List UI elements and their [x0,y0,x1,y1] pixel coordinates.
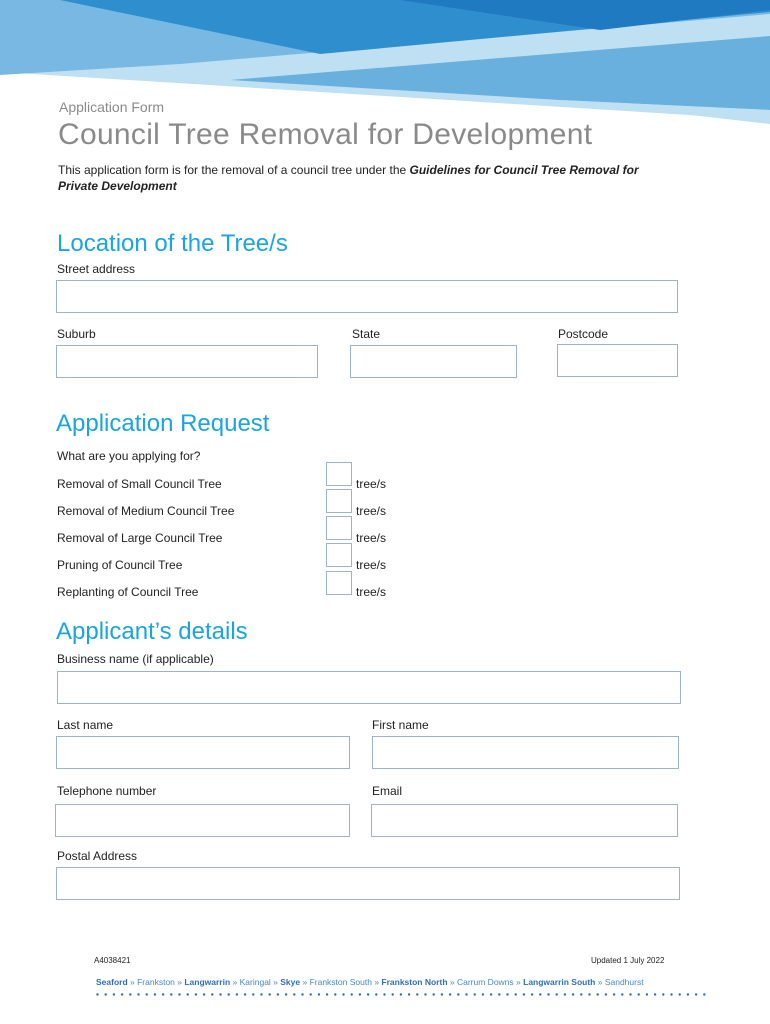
section-request-heading: Application Request [56,410,270,437]
town-separator: » [371,977,382,987]
dotted-divider [96,993,710,996]
suburb-field[interactable] [56,345,318,378]
request-question: What are you applying for? [57,449,201,463]
postal-address-label: Postal Address [57,849,138,863]
pruning-quantity-box[interactable] [326,543,352,567]
town-name: Langwarrin South [523,977,596,987]
request-item-unit: tree/s [356,531,387,545]
request-item-unit: tree/s [356,558,387,572]
town-separator: » [270,977,281,987]
suburb-list [96,977,644,987]
request-item-label: Removal of Large Council Tree [57,531,223,545]
email-label: Email [372,784,403,798]
street-address-label: Street address [57,262,136,276]
section-location-heading: Location of the Tree/s [57,230,288,257]
request-item-unit: tree/s [356,504,387,518]
street-address-field[interactable] [56,280,678,313]
replanting-quantity-box[interactable] [326,571,352,595]
business-name-label: Business name (if applicable) [57,652,214,666]
intro-emphasis: Guidelines for Council Tree Removal for Private Development [58,163,639,193]
town-name: Skye [280,977,301,987]
page-title: Council Tree Removal for Development [58,118,593,151]
town-name: Carrum Downs [456,977,514,987]
section-applicant-heading: Applicant’s details [56,618,248,645]
state-field[interactable] [350,345,517,378]
suburb-label: Suburb [57,327,96,341]
last-name-label: Last name [57,718,114,732]
request-item-label: Replanting of Council Tree [57,585,199,599]
medium-tree-quantity-box[interactable] [326,489,352,513]
town-separator: » [127,977,138,987]
updated-date: Updated 1 July 2022 [591,956,665,965]
town-name: Langwarrin [184,977,231,987]
email-field[interactable] [371,804,678,837]
document-id: A4038421 [94,956,131,965]
town-separator: » [230,977,240,987]
town-name: Frankston South [309,977,372,987]
telephone-field[interactable] [55,804,350,837]
request-item-unit: tree/s [356,477,387,491]
intro-plain: This application form is for the removal of a council tree under the [58,163,410,177]
last-name-field[interactable] [56,736,350,769]
town-name: Sandhurst [604,977,644,987]
town-separator: » [300,977,310,987]
request-item-label: Pruning of Council Tree [57,558,183,572]
town-separator: » [595,977,605,987]
intro-text [58,162,658,194]
request-item-label: Removal of Small Council Tree [57,477,222,491]
postal-address-field[interactable] [56,867,680,900]
telephone-label: Telephone number [57,784,157,798]
form-type-label: Application Form [59,99,165,115]
request-item-unit: tree/s [356,585,387,599]
first-name-label: First name [372,718,429,732]
postcode-field[interactable] [557,344,678,377]
state-label: State [352,327,381,341]
town-name: Frankston North [381,977,448,987]
request-item-label: Removal of Medium Council Tree [57,504,235,518]
town-separator: » [513,977,524,987]
town-name: Frankston [137,977,175,987]
large-tree-quantity-box[interactable] [326,516,352,540]
postcode-label: Postcode [558,327,609,341]
town-separator: » [174,977,185,987]
town-separator: » [447,977,457,987]
first-name-field[interactable] [372,736,679,769]
small-tree-quantity-box[interactable] [326,462,352,486]
town-name: Karingal [239,977,271,987]
business-name-field[interactable] [57,671,681,704]
town-name: Seaford [96,977,128,987]
